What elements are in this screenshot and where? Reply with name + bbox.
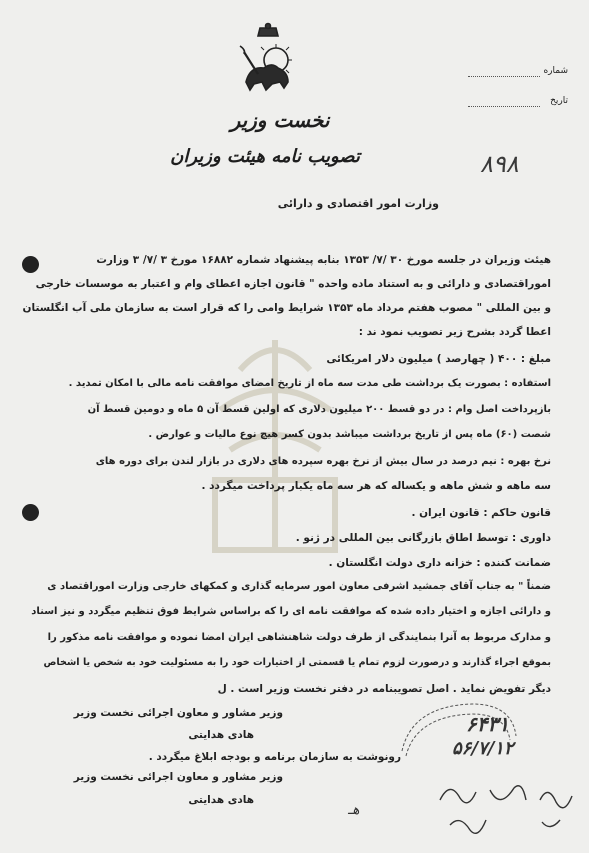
punch-hole-bottom bbox=[22, 504, 39, 521]
body-line: و مدارک مربوط به آنرا بنمایندگی از طرف دولت شاهنشاهی ایران امضا نموده و موافقت نامه مذکور را bbox=[47, 632, 551, 643]
body-line: دیگر تفویض نماید . اصل تصویبنامه در دفتر نخست وزیر است . ل bbox=[217, 683, 551, 695]
document-number-handwritten: ۸۹۸ bbox=[480, 150, 519, 178]
page-title-cabinet-resolution: تصویب نامه هیئت وزیران bbox=[170, 146, 360, 167]
signatory-title: وزیر مشاور و معاون اجرائی نخست وزیر bbox=[73, 707, 283, 719]
body-line: مبلغ : ۴۰۰ ( چهارصد ) میلیون دلار امریکائی bbox=[326, 353, 551, 365]
number-label: شماره bbox=[543, 66, 568, 76]
body-line: اعطا گردد بشرح زیر تصویب نمود ند : bbox=[358, 326, 551, 338]
body-line: و بین المللی " مصوب هفتم مرداد ماه ۱۳۵۳ شرایط وامی را که قرار است به سازمان ملی آب انگلستان bbox=[22, 302, 551, 314]
registry-date-handwritten: ۵۶/۷/۱۲ bbox=[452, 738, 514, 759]
number-field-line bbox=[468, 76, 540, 77]
body-line: استفاده : بصورت یک برداشت طی مدت سه ماه از تاریخ امضای موافقت نامه مالی با امکان تمدید . bbox=[68, 378, 551, 389]
number-field bbox=[468, 66, 568, 80]
date-label: تاریخ bbox=[550, 96, 568, 106]
body-line: ضمناً " به جناب آقای جمشید اشرفی معاون امور سرمایه گذاری و کمکهای خارجی وزارت اموراقتصاد ی bbox=[47, 581, 551, 592]
body-line: بازپرداخت اصل وام : در دو قسط ۲۰۰ میلیون دلاری که اولین قسط آن ۵ ماه و دومین قسط آن bbox=[87, 404, 551, 415]
body-line: سه ماهه و شش ماهه و یکساله که هر سه ماه یکبار پرداخت میگردد . bbox=[201, 480, 551, 492]
body-line: شصت (۶۰) ماه پس از تاریخ برداشت میباشد بدون کسر هیچ نوع مالیات و عوارض . bbox=[148, 429, 551, 440]
page-title-prime-minister: نخست وزیر bbox=[230, 108, 330, 132]
body-line: قانون حاکم : قانون ایران . bbox=[411, 507, 551, 519]
body-line: ضمانت کننده : خزانه داری دولت انگلستان . bbox=[328, 557, 551, 569]
handwritten-signature bbox=[430, 770, 580, 845]
date-field bbox=[468, 96, 568, 110]
lion-and-sun-emblem bbox=[236, 22, 300, 98]
body-line: داوری : توسط اطاق بازرگانی بین المللی در ژنو . bbox=[295, 532, 551, 544]
signatory-title: وزیر مشاور و معاون اجرائی نخست وزیر bbox=[73, 771, 283, 783]
signatory-name: هادی هدایتی bbox=[188, 729, 254, 741]
distribution-line: رونوشت به سازمان برنامه و بودجه ابلاغ میگردد . bbox=[148, 751, 401, 763]
registry-number-handwritten: ۶۴۳۱ bbox=[466, 712, 509, 736]
signatory-name: هادی هدایتی bbox=[188, 794, 254, 806]
body-line: بموقع اجراء گذارند و درصورت لزوم تمام یا قسمتی از اختیارات خود را به مسئولیت خود به شخص یا اشخاص bbox=[43, 657, 551, 668]
body-line: هیئت وزیران در جلسه مورخ ۳۰ /۷/ ۱۳۵۳ بنابه پیشنهاد شماره ۱۶۸۸۲ مورخ ۳ /۷/ ۳ وزارت bbox=[96, 254, 551, 266]
ministry-name: وزارت امور اقتصادی و دارائی bbox=[277, 197, 439, 210]
date-field-line bbox=[468, 106, 540, 107]
handwritten-mark: هـ bbox=[348, 802, 360, 818]
punch-hole-top bbox=[22, 256, 39, 273]
body-line: و دارائی اجازه و اختیار داده شده که موافقت نامه ای را که براساس شرایط فوق تنظیم میگردد و نیز اسناد bbox=[31, 606, 551, 617]
body-line: نرخ بهره : نیم درصد در سال بیش از نرخ بهره سپرده های دلاری در بازار لندن برای دوره های bbox=[95, 456, 551, 467]
body-line: اموراقتصادی و دارائی و به استناد ماده واحده " قانون اجازه اعطای وام و اعتبار به موسسات خارجی bbox=[35, 278, 551, 290]
